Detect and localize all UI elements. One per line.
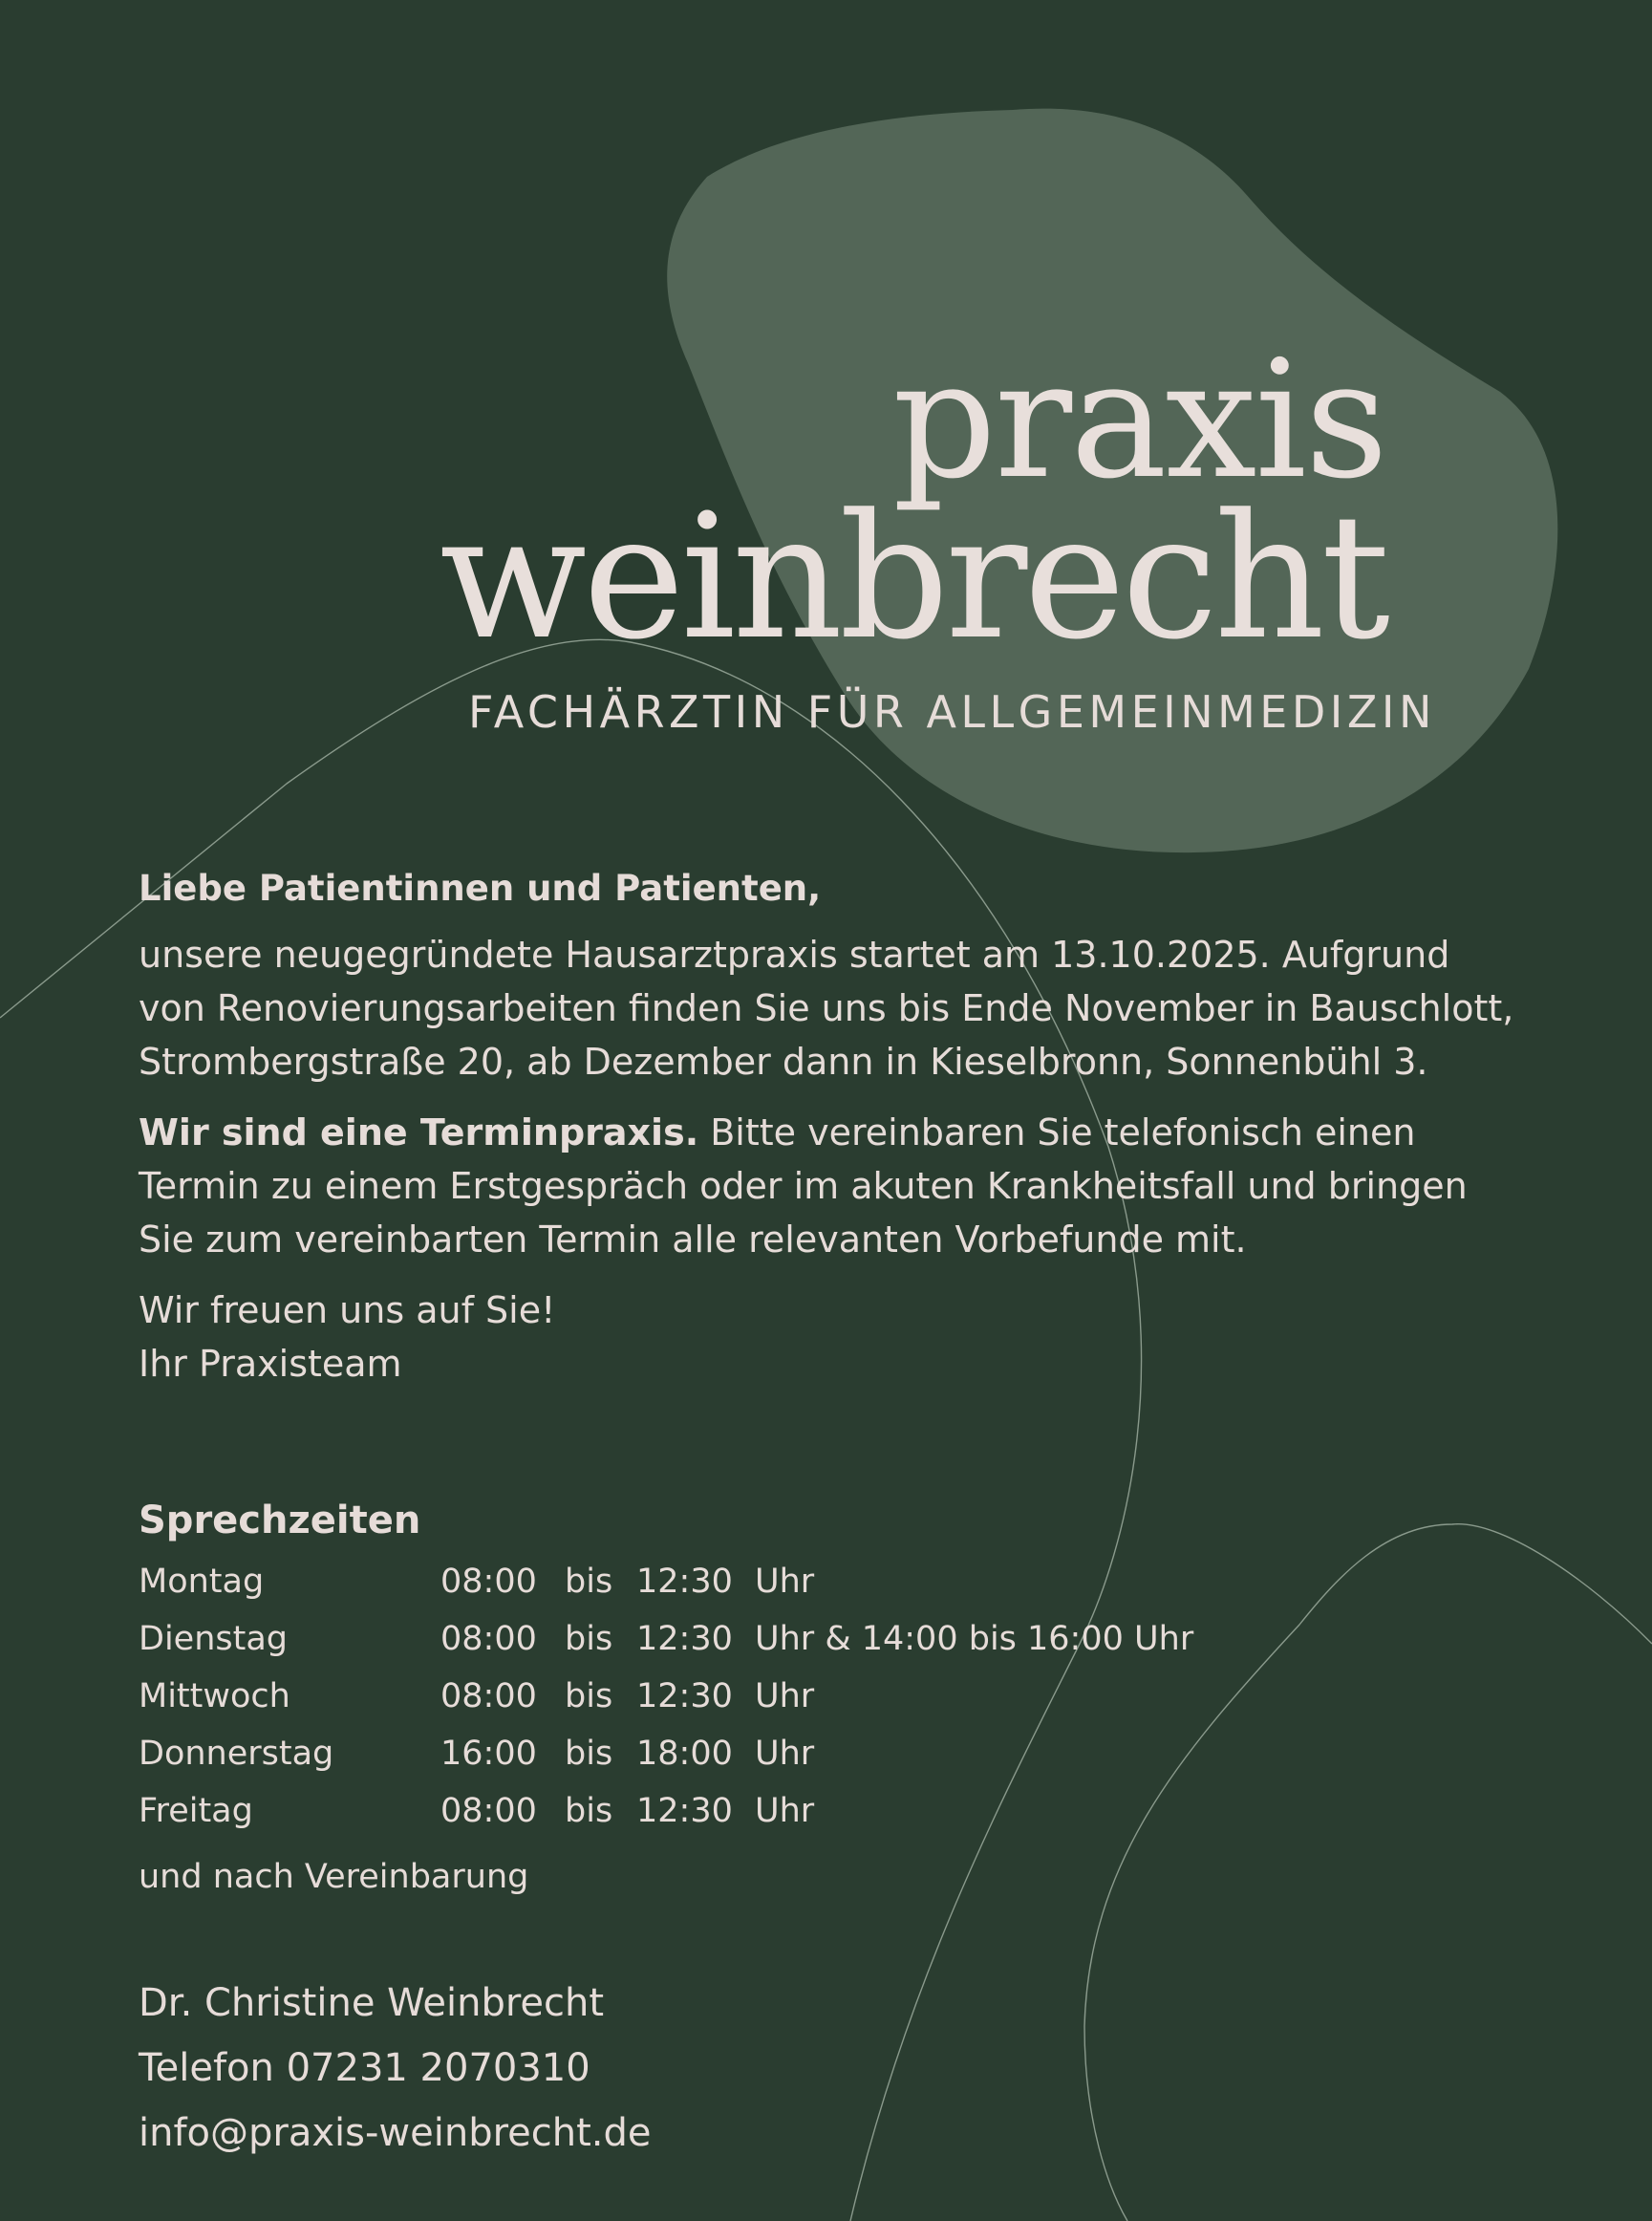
email-address: info@praxis-weinbrecht.de: [139, 2111, 652, 2155]
hours-from: 08:00: [440, 1792, 537, 1830]
hours-table: [139, 1553, 1193, 1840]
contact-block: [139, 1971, 652, 2166]
appointment-notice-bold: Wir sind eine Terminpraxis.: [139, 1111, 699, 1154]
practice-subtitle: FACHÄRZTIN FÜR ALLGEMEINMEDIZIN: [468, 686, 1436, 738]
hours-suffix: Uhr: [755, 1677, 815, 1715]
hours-bis: bis: [565, 1792, 613, 1830]
hours-suffix: Uhr: [755, 1563, 815, 1601]
hours-day: Mittwoch: [139, 1677, 290, 1715]
hours-from: 08:00: [440, 1620, 537, 1658]
hours-day: Dienstag: [139, 1620, 289, 1658]
phone-number: Telefon 07231 2070310: [139, 2046, 590, 2090]
hours-bis: bis: [565, 1677, 613, 1715]
appointment-notice-text: Bitte vereinbaren Sie telefonisch einen Termin zu einem Erstgespräch oder im akuten Krankheitsfall und bringen Sie zum vereinbarten Termin alle relevanten Vorbefunde mit.: [139, 1111, 1468, 1261]
practice-logo: [440, 326, 1386, 678]
hours-suffix: Uhr: [755, 1792, 815, 1830]
hours-row-tuesday: [139, 1610, 1193, 1668]
hours-title: Sprechzeiten: [139, 1499, 421, 1542]
hours-from: 08:00: [440, 1563, 537, 1601]
hours-bis: bis: [565, 1563, 613, 1601]
hours-suffix: Uhr: [755, 1735, 815, 1773]
doctor-name: Dr. Christine Weinbrecht: [139, 1981, 605, 2025]
hours-row-wednesday: [139, 1668, 1193, 1725]
closing-paragraph: [139, 1283, 1524, 1391]
logo-word-praxis: praxis: [892, 326, 1386, 515]
hours-suffix: Uhr & 14:00 bis 16:00 Uhr: [755, 1620, 1194, 1658]
hours-bis: bis: [565, 1735, 613, 1773]
appointment-paragraph: [139, 1106, 1524, 1266]
hours-to: 18:00: [636, 1735, 733, 1773]
hours-row-thursday: [139, 1725, 1193, 1782]
hours-from: 16:00: [440, 1735, 537, 1773]
closing-line-1: Wir freuen uns auf Sie!: [139, 1289, 556, 1331]
hours-from: 08:00: [440, 1677, 537, 1715]
hours-day: Donnerstag: [139, 1735, 334, 1773]
greeting-heading: Liebe Patientinnen und Patienten,: [139, 868, 822, 909]
hours-to: 12:30: [636, 1620, 733, 1658]
hours-day: Montag: [139, 1563, 265, 1601]
hours-day: Freitag: [139, 1792, 253, 1830]
hours-to: 12:30: [636, 1563, 733, 1601]
intro-section: [139, 868, 1524, 1408]
hours-row-friday: [139, 1782, 1193, 1840]
hours-row-monday: [139, 1553, 1193, 1610]
intro-paragraph: unsere neugegründete Hausarztpraxis startet am 13.10.2025. Aufgrund von Renovierungsarbeiten finden Sie uns bis Ende November in Bauschlott, Strombergstraße 20, ab Dezember dann in Kieselbronn, Sonnenbühl 3.: [139, 934, 1514, 1083]
closing-line-2: Ihr Praxisteam: [139, 1343, 402, 1385]
hours-bis: bis: [565, 1620, 613, 1658]
hours-note: und nach Vereinbarung: [139, 1858, 529, 1896]
hours-to: 12:30: [636, 1792, 733, 1830]
logo-word-weinbrecht: weinbrecht: [440, 478, 1386, 678]
hours-to: 12:30: [636, 1677, 733, 1715]
